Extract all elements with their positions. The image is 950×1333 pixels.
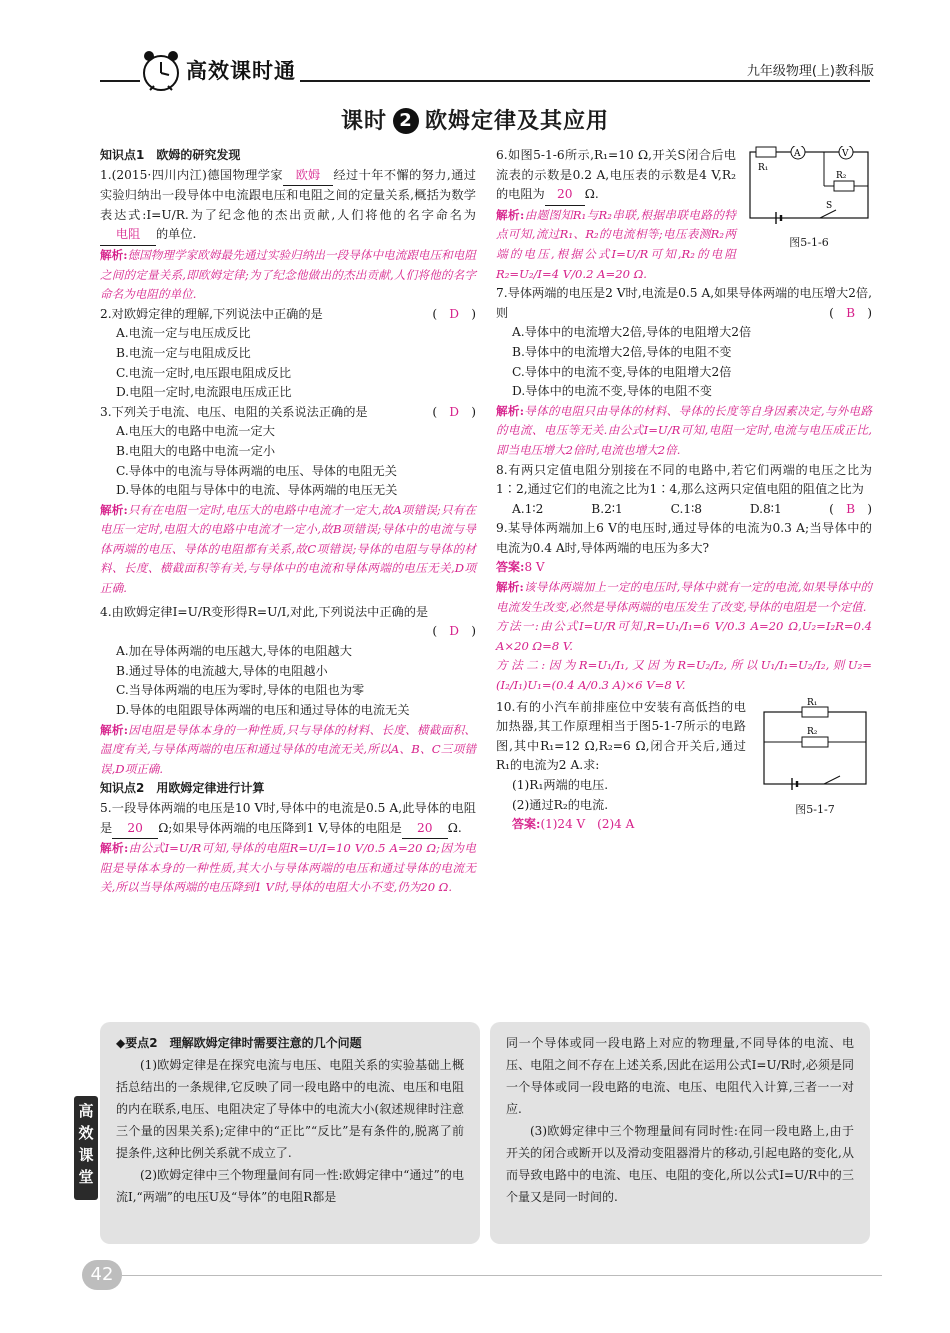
q7-option-c: C.导体中的电流不变,导体的电阻增大2倍 [512, 364, 732, 379]
svg-text:R₁: R₁ [807, 697, 818, 708]
question-6: 6.如图5-1-6所示,R₁=10 Ω,开关S闭合后电流表的示数是0.2 A,电压表的示数是4 V,R₂的电阻为 20 Ω. [496, 146, 736, 206]
key-point-para-4: (3)欧姆定律中三个物理量间有同时性:在同一段电路上,由于开关的闭合或断开以及滑动变阻器滑片的移动,引起电路的变化,从而导致电路中的电流、电压、电阻的变化,所以公式I=U/R中的三个量又是同一时间的. [506, 1124, 854, 1204]
q3-option-a: A.电压大的电路中电流一定大 [116, 424, 275, 439]
key-point-para-1: (1)欧姆定律是在探究电流与电压、电阻关系的实验基础上概括总结出的一条规律,它反映了同一段电路中的电流、电压和电阻的内在联系,电压、电阻决定了导体中的电流大小(叙述规律时注意三个量的因果关系);定律中的“正比”“反比”是有条件的,脱离了前提条件,这种比例关系就不成立了. [116, 1058, 464, 1160]
brand-name: 高效课时通 [186, 59, 296, 83]
question-4: 4.由欧姆定律I=U/R变形得R=U/I,对此,下列说法中正确的是 [100, 604, 429, 619]
key-point-heading: ◆要点2 理解欧姆定律时需要注意的几个问题 [116, 1036, 362, 1050]
question-7: 7.导体两端的电压是2 V时,电流是0.5 A,如果导体两端的电压增大2倍,则 ( B ) [496, 284, 872, 323]
question-8: 8.有两只定值电阻分别接在不同的电路中,若它们两端的电压之比为1∶2,通过它们的电流之比为1∶4,那么这两只定值电阻的阻值之比为 ( B ) [496, 461, 872, 500]
question-5: 5.一段导体两端的电压是10 V时,导体中的电流是0.5 A,此导体的电阻是 20 Ω;如果导体两端的电压降到1 V,导体的电阻是 20 Ω. [100, 799, 476, 839]
q7-option-d: D.导体中的电流不变,导体的电阻不变 [512, 384, 712, 399]
svg-text:R₂: R₂ [807, 726, 818, 737]
q3-answer: ( D ) [432, 404, 476, 419]
q9-method-2: 方法二:因为R=U₁/I₁,又因为R=U₂/I₂,所以U₁/I₁=U₂/I₂,则U₂=(I₂/I₁)U₁=(0.4 A/0.3 A)×6 V=8 V. [496, 658, 872, 693]
header-rule-left [100, 80, 140, 82]
question-6-block [496, 146, 872, 284]
q7-analysis: 解析:导体的电阻只由导体的材料、导体的长度等自身因素决定,与外电路的电流、电压等无关.由公式I=U/R可知,电阻一定时,电流与电压成正比,即当电压增大2倍时,电流也增大2倍. [496, 403, 873, 457]
figure-5-1-7-caption: 图5-1-7 [795, 803, 835, 817]
figure-5-1-6 [746, 146, 872, 252]
q4-analysis: 解析:因电阻是导体本身的一种性质,只与导体的材料、长度、横截面积、温度有关,与导体两端的电压和通过导体的电流无关,所以A、B、C三项错误,D项正确. [100, 722, 477, 776]
q4-answer-row [100, 622, 476, 642]
q10-sub-1: (1)R₁两端的电压. [512, 778, 609, 792]
question-2: 2.对欧姆定律的理解,下列说法中正确的是 ( D ) [100, 305, 476, 325]
q5-analysis: 解析:由公式I=U/R可知,导体的电阻R=U/I=10 V/0.5 A=20 Ω;因为电阻是导体本身的一种性质,其大小与导体两端的电压和通过导体的电流无关,所以当导体两端的电压降到1 V时,导体的电阻大小不变,仍为20 Ω. [100, 841, 477, 895]
q10-sub-2: (2)通过R₂的电流. [512, 797, 609, 812]
q10-answer: 答案:(1)24 V (2)4 A [512, 817, 635, 832]
q8-answer: ( B ) [829, 501, 872, 516]
q4-option-d: D.导体的电阻跟导体两端的电压和通过导体的电流无关 [116, 703, 410, 718]
parallel-circuit-diagram [758, 698, 872, 794]
question-9: 9.某导体两端加上6 V的电压时,通过导体的电流为0.3 A;当导体中的电流为0.4 A时,导体两端的电压为多大? [496, 521, 872, 555]
q1-analysis: 解析:德国物理学家欧姆最先通过实验归纳出一段导体中电流跟电压和电阻之间的定量关系,即欧姆定律;为了纪念他做出的杰出贡献,人们将他的名字命名为电阻的单位. [100, 247, 476, 302]
series-circuit-diagram [746, 146, 872, 226]
svg-text:S: S [826, 201, 833, 211]
knowledge-point-1: 知识点1 欧姆的研究发现 [100, 148, 241, 162]
q1-answer-blank: 欧姆 [283, 166, 333, 187]
key-point-box-right [490, 1022, 870, 1244]
lesson-prefix: 课时 [340, 109, 387, 134]
q8-option-c: C.1∶8 [670, 501, 703, 516]
key-point-box-left [100, 1022, 480, 1244]
svg-text:A: A [794, 149, 801, 159]
q9-method-1: 方法一:由公式I=U/R可知,R=U₁/I₁=6 V/0.3 A=20 Ω,U₂=I₂R=0.4 A×20 Ω=8 V. [496, 619, 872, 653]
q5-answer-blank: 20 [112, 819, 158, 840]
q2-option-d: D.电阻一定时,电流跟电压成正比 [116, 385, 292, 400]
q1-answer-blank-2: 电阻 [100, 225, 156, 246]
q3-option-b: B.电阻大的电路中电流一定小 [116, 443, 276, 458]
q2-option-b: B.电流一定与电阻成反比 [116, 345, 251, 360]
question-10-block [496, 698, 872, 835]
q9-analysis: 解析:该导体两端加上一定的电压时,导体中就有一定的电流,如果导体中的电流发生改变,必然是导体两端的电压发生了改变,导体的电阻是一个定值. [496, 580, 873, 614]
key-point-para-3: 同一个导体或同一段电路上对应的物理量,不同导体的电流、电压、电阻之间不存在上述关系,因此在运用公式I=U/R时,必须是同一个导体或同一段电路的电流、电压、电阻代入计算,三者一一对应. [506, 1036, 854, 1116]
q3-option-d: D.导体的电阻与导体中的电流、导体两端的电压无关 [116, 483, 398, 498]
q9-answer: 答案:8 V [496, 560, 545, 575]
lesson-number-badge: 2 [393, 108, 419, 134]
question-3: 3.下列关于电流、电压、电阻的关系说法正确的是 ( D ) [100, 403, 476, 423]
svg-text:R₁: R₁ [758, 163, 769, 173]
q3-analysis: 解析:只有在电阻一定时,电压大的电路中电流才一定大,故A项错误;只有在电压一定时,电阻大的电路中电流才一定小,故B项错误;导体中的电流与导体两端的电压、导体的电阻都有关系,故C项错误;导体的电阻与导体的材料、长度、横截面积等有关,与导体中的电流和导体两端的电压无关,D项正确. [100, 502, 476, 596]
q6-answer-blank: 20 [545, 185, 585, 206]
left-column [100, 146, 476, 898]
q4-option-b: B.通过导体的电流越大,导体的电阻越小 [116, 663, 328, 678]
figure-5-1-7 [758, 698, 872, 820]
lesson-title-text: 欧姆定律及其应用 [425, 109, 610, 134]
q2-answer: ( D ) [432, 306, 476, 321]
q5-answer-blank-2: 20 [402, 819, 448, 840]
page-number: 42 [82, 1260, 122, 1290]
svg-text:R₂: R₂ [836, 171, 847, 181]
alarm-clock-logo-icon [138, 48, 184, 94]
q3-option-c: C.导体中的电流与导体两端的电压、导体的电阻无关 [116, 463, 397, 478]
side-tab-label: 高效课堂 [74, 1096, 98, 1200]
q4-answer: ( D ) [432, 624, 476, 639]
right-column [496, 146, 872, 835]
figure-5-1-6-caption: 图5-1-6 [789, 235, 829, 249]
lesson-title [0, 108, 950, 134]
q4-option-a: A.加在导体两端的电压越大,导体的电阻越大 [116, 644, 352, 659]
question-1: 1.(2015·四川内江)德国物理学家 欧姆 经过十年不懈的努力,通过实验归纳出一段导体中电流跟电压和电阻之间的定量关系,概括为数学表达式:I=U/R.为了纪念他的杰出贡献,人们将他的名字命名为电阻 的单位. [100, 166, 476, 246]
q7-answer: ( B ) [829, 305, 872, 320]
question-10: 10.有的小汽车前排座位中安装有高低挡的电加热器,其工作原理相当于图5-1-7所示的电路图,其中R₁=12 Ω,R₂=6 Ω,闭合开关后,通过R₁的电流为2 A.求: [496, 699, 746, 773]
q8-option-b: B.2∶1 [591, 501, 623, 516]
q8-option-d: D.8∶1 [749, 501, 782, 516]
subject-label: 九年级物理(上)教科版 [746, 64, 874, 79]
q6-analysis: 解析:由题图知R₁与R₂串联,根据串联电路的特点可知,流过R₁、R₂的电流相等;电压表测R₂两端的电压,根据公式I=U/R可知,R₂的电阻R₂=U₂/I=4 V/0.2 A=20 Ω. [496, 207, 736, 281]
footer-rule [122, 1275, 882, 1276]
q7-option-a: A.导体中的电流增大2倍,导体的电阻增大2倍 [512, 325, 752, 340]
q2-option-c: C.电流一定时,电压跟电阻成反比 [116, 365, 292, 380]
q7-option-b: B.导体中的电流增大2倍,导体的电阻不变 [512, 344, 732, 359]
q4-option-c: C.当导体两端的电压为零时,导体的电阻也为零 [116, 683, 365, 698]
knowledge-point-2: 知识点2 用欧姆定律进行计算 [100, 781, 265, 796]
q8-option-a: A.1∶2 [512, 501, 544, 516]
q8-options [496, 500, 829, 520]
key-point-para-2: (2)欧姆定律中三个物理量间有同一性:欧姆定律中“通过”的电流I,“两端”的电压U及“导体”的电阻R都是 [116, 1168, 464, 1204]
svg-text:V: V [842, 149, 849, 159]
q2-option-a: A.电流一定与电压成反比 [116, 326, 251, 341]
